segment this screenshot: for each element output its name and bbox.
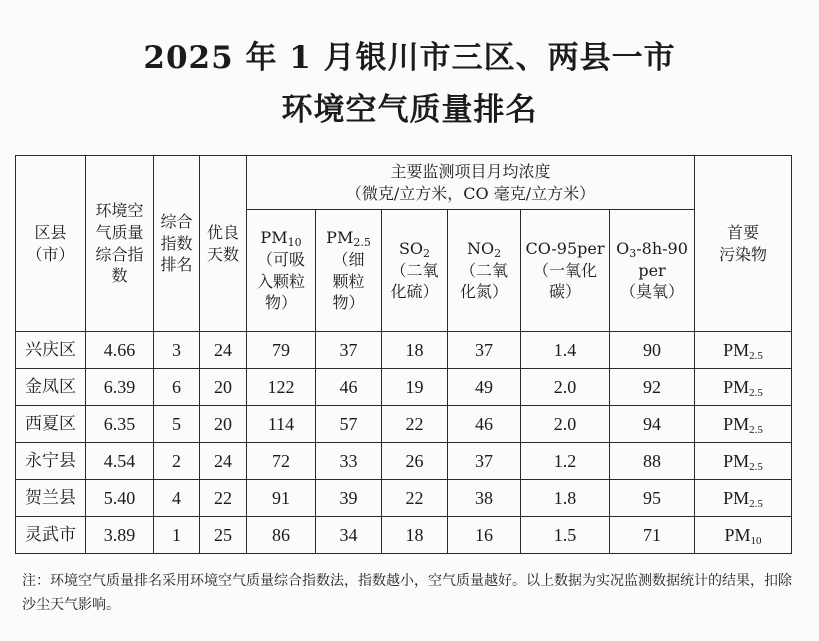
header-pm25: $PM_{2.5}$ （细 颗粒 物） [316,210,382,332]
cell-pm10: 122 [247,369,316,406]
cell-rank: 4 [154,480,200,517]
header-rank: 综合 指数 排名 [154,156,200,332]
cell-no2: 38 [448,480,521,517]
cell-pm10: 114 [247,406,316,443]
header-monitoring-group: 主要监测项目月均浓度 （微克/立方米，CO 毫克/立方米） [247,156,695,210]
header-district: 区县 （市） [16,156,86,332]
cell-primary-pollutant: $PM_{2.5}$ [695,406,792,443]
cell-primary-pollutant: $PM_{2.5}$ [695,369,792,406]
cell-pm10: 86 [247,517,316,554]
cell-primary-pollutant: $PM_{10}$ [695,517,792,554]
cell-aqi: 3.89 [86,517,154,554]
cell-pm10: 91 [247,480,316,517]
cell-pm25: 33 [316,443,382,480]
cell-aqi: 6.39 [86,369,154,406]
header-primary-pollutant: 首要 污染物 [695,156,792,332]
header-good-days: 优良 天数 [200,156,247,332]
table-row [16,443,792,480]
cell-district: 兴庆区 [16,332,86,369]
cell-so2: 26 [382,443,448,480]
cell-o3: 88 [610,443,695,480]
cell-primary-pollutant: $PM_{2.5}$ [695,443,792,480]
cell-co: 1.8 [521,480,610,517]
cell-no2: 46 [448,406,521,443]
cell-so2: 22 [382,480,448,517]
page-title: 2025 年 1 月银川市三区、两县一市 [143,40,676,76]
cell-good-days: 20 [200,406,247,443]
cell-good-days: 24 [200,332,247,369]
cell-district: 西夏区 [16,406,86,443]
cell-so2: 18 [382,332,448,369]
cell-good-days: 20 [200,369,247,406]
cell-district: 灵武市 [16,517,86,554]
cell-o3: 92 [610,369,695,406]
cell-o3: 71 [610,517,695,554]
cell-co: 2.0 [521,369,610,406]
cell-good-days: 25 [200,517,247,554]
cell-o3: 95 [610,480,695,517]
cell-aqi: 5.40 [86,480,154,517]
cell-rank: 5 [154,406,200,443]
cell-so2: 22 [382,406,448,443]
cell-rank: 1 [154,517,200,554]
cell-rank: 3 [154,332,200,369]
cell-pm10: 79 [247,332,316,369]
table-row [16,480,792,517]
ranking-table [15,155,792,554]
cell-pm25: 46 [316,369,382,406]
header-o3: $O_3-8h-90$ per （臭氧） [610,210,695,332]
cell-co: 1.2 [521,443,610,480]
cell-good-days: 24 [200,443,247,480]
cell-co: 1.5 [521,517,610,554]
table-row [16,406,792,443]
cell-district: 永宁县 [16,443,86,480]
cell-pm10: 72 [247,443,316,480]
cell-primary-pollutant: $PM_{2.5}$ [695,332,792,369]
cell-pm25: 37 [316,332,382,369]
cell-aqi: 4.54 [86,443,154,480]
cell-good-days: 22 [200,480,247,517]
header-aqi: 环境空 气质量 综合指 数 [86,156,154,332]
footnote: 注：环境空气质量排名采用环境空气质量综合指数法，指数越小，空气质量越好。以上数据为实况监测数据统计的结果，扣除沙尘天气影响。 [22,573,792,613]
header-no2: $NO_2$ （二氧 化氮） [448,210,521,332]
cell-rank: 2 [154,443,200,480]
cell-so2: 18 [382,517,448,554]
cell-pm25: 34 [316,517,382,554]
cell-o3: 94 [610,406,695,443]
cell-co: 1.4 [521,332,610,369]
page-subtitle: 环境空气质量排名 [281,92,538,128]
cell-rank: 6 [154,369,200,406]
cell-no2: 49 [448,369,521,406]
cell-o3: 90 [610,332,695,369]
cell-aqi: 6.35 [86,406,154,443]
cell-primary-pollutant: $PM_{2.5}$ [695,480,792,517]
cell-no2: 37 [448,332,521,369]
table-row [16,332,792,369]
header-so2: $SO_2$ （二氧 化硫） [382,210,448,332]
header-co: CO-95per （一氧化 碳） [521,210,610,332]
header-pm10: $PM_{10}$ （可吸 入颗粒 物） [247,210,316,332]
cell-aqi: 4.66 [86,332,154,369]
table-row [16,517,792,554]
cell-no2: 37 [448,443,521,480]
cell-district: 贺兰县 [16,480,86,517]
cell-pm25: 57 [316,406,382,443]
cell-no2: 16 [448,517,521,554]
table-row [16,369,792,406]
cell-co: 2.0 [521,406,610,443]
cell-district: 金凤区 [16,369,86,406]
cell-pm25: 39 [316,480,382,517]
cell-so2: 19 [382,369,448,406]
